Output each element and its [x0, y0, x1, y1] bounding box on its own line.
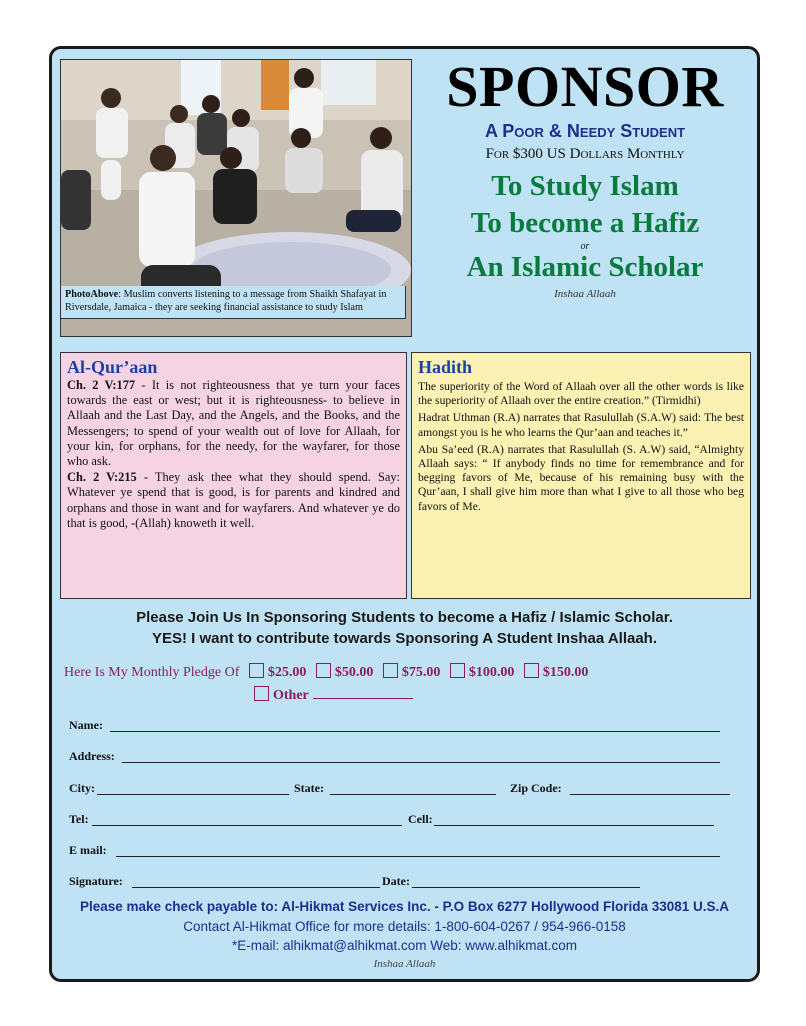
or-text: or — [580, 241, 590, 252]
photo-caption — [60, 286, 406, 319]
pledge-checkbox-100[interactable] — [450, 663, 465, 678]
quran-heading: Al-Qur’aan — [67, 357, 158, 377]
goal-scholar: An Islamic Scholar — [466, 251, 704, 283]
name-label: Name: — [69, 718, 103, 732]
cell-field[interactable] — [434, 825, 714, 826]
main-title: SPONSOR — [446, 54, 724, 119]
goal-study-islam: To Study Islam — [491, 170, 679, 202]
zip-field[interactable] — [570, 794, 730, 795]
caption-text: : Muslim converts listening to a message from Shaikh Shafayat in Riversdale, Jamaica - they are seeking financial assistance to study Islam — [65, 289, 387, 313]
date-field[interactable] — [412, 887, 640, 888]
city-field[interactable] — [97, 794, 289, 795]
pledge-other-label: Other — [273, 688, 309, 703]
quran-text-1: - It is not righteousness that ye turn your faces towards the east or west; but it is righteousness- to believe in Allaah and the Last Day, and the Angels, and the Books, and the Messengers; to spend of your wealth out of love for Allaah, for your kin, for orphans, for the needy, for the wayfarer, for those who ask. — [67, 378, 400, 469]
pledge-amount-50: $50.00 — [334, 665, 374, 680]
pledge-option-150[interactable] — [524, 663, 589, 681]
quran-verse-2 — [67, 470, 400, 531]
quran-verse-1 — [67, 378, 400, 469]
cell-label: Cell: — [408, 812, 433, 826]
hadith-para-3: Abu Sa’eed (R.A) narrates that Rasulullah (S. A.W) said, “Almighty Allaah says: “ If anybody finds no time for remembrance and for begging favors of Me, because of his remaining busy with the Qur’aan, I shall give him more than what I give to all those who beg favors of Me. — [418, 442, 744, 513]
pledge-checkbox-other[interactable] — [254, 686, 269, 701]
contact-line: Contact Al-Hikmat Office for more details: 1-800-604-0267 / 954-966-0158 — [183, 919, 626, 934]
pledge-checkbox-50[interactable] — [316, 663, 331, 678]
pledge-other-input[interactable] — [313, 686, 413, 699]
pledge-option-other[interactable] — [254, 686, 413, 704]
tel-field[interactable] — [92, 825, 402, 826]
quran-text-2: - They ask thee what they should spend. Say: Whatever ye spend that is good, is for parents and kindred and orphans and those in want and for wayfarers. And whatever ye do that is good, -(Allah) knoweth it well. — [67, 470, 400, 530]
email-web-line: *E-mail: alhikmat@alhikmat.com Web: www.alhikmat.com — [231, 938, 578, 953]
hadith-box — [411, 352, 751, 599]
subtitle: A Poor & Needy Student — [484, 121, 686, 141]
pledge-checkbox-150[interactable] — [524, 663, 539, 678]
hadith-heading: Hadith — [418, 357, 473, 377]
pledge-amount-25: $25.00 — [267, 665, 307, 680]
pledge-label: Here Is My Monthly Pledge Of — [64, 665, 240, 680]
email-field[interactable] — [116, 856, 720, 857]
insha-allah-bottom: Inshaa Allaah — [373, 958, 436, 970]
address-field[interactable] — [122, 762, 720, 763]
hadith-para-2: Hadrat Uthman (R.A) narrates that Rasulullah (S.A.W) said: The best amongst you is he who learns the Qur’aan and teaches it.” — [418, 411, 744, 439]
pledge-amount-100: $100.00 — [468, 665, 515, 680]
insha-allah-top: Inshaa Allaah — [554, 288, 616, 300]
pledge-row — [64, 663, 588, 681]
pledge-checkbox-25[interactable] — [249, 663, 264, 678]
pledge-checkbox-75[interactable] — [383, 663, 398, 678]
title-area — [420, 55, 750, 300]
city-label: City: — [69, 781, 95, 795]
flyer-frame — [49, 46, 760, 982]
quran-box — [60, 352, 407, 599]
signature-label: Signature: — [69, 874, 123, 888]
pledge-amount-150: $150.00 — [542, 665, 589, 680]
name-field[interactable] — [110, 731, 720, 732]
email-label: E mail: — [69, 843, 107, 857]
pledge-option-100[interactable] — [450, 663, 515, 681]
tel-label: Tel: — [69, 812, 89, 826]
amount-line: For $300 US Dollars Monthly — [485, 146, 685, 162]
join-line-1: Please Join Us In Sponsoring Students to become a Hafiz / Islamic Scholar. — [136, 609, 673, 626]
hadith-para-1: The superiority of the Word of Allaah over all the other words is like the superiority of Allaah over the entire creation.” (Tirmidhi) — [418, 380, 744, 408]
join-line-2: YES! I want to contribute towards Sponsoring A Student Inshaa Allaah. — [151, 630, 658, 647]
goal-hafiz: To become a Hafiz — [470, 207, 700, 239]
date-label: Date: — [382, 874, 410, 888]
signature-field[interactable] — [132, 887, 380, 888]
quran-ref-1: Ch. 2 V:177 — [67, 378, 136, 392]
quran-ref-2: Ch. 2 V:215 — [67, 470, 137, 485]
pledge-amount-75: $75.00 — [401, 665, 441, 680]
payable-line: Please make check payable to: Al-Hikmat Services Inc. - P.O Box 6277 Hollywood Florida 33081 U.S.A — [79, 899, 730, 914]
address-label: Address: — [69, 749, 115, 763]
pledge-option-75[interactable] — [383, 663, 441, 681]
state-label: State: — [294, 781, 324, 795]
caption-label: PhotoAbove — [65, 289, 119, 300]
pledge-option-25[interactable] — [249, 663, 307, 681]
pledge-option-50[interactable] — [316, 663, 374, 681]
zip-label: Zip Code: — [510, 781, 562, 795]
state-field[interactable] — [330, 794, 496, 795]
